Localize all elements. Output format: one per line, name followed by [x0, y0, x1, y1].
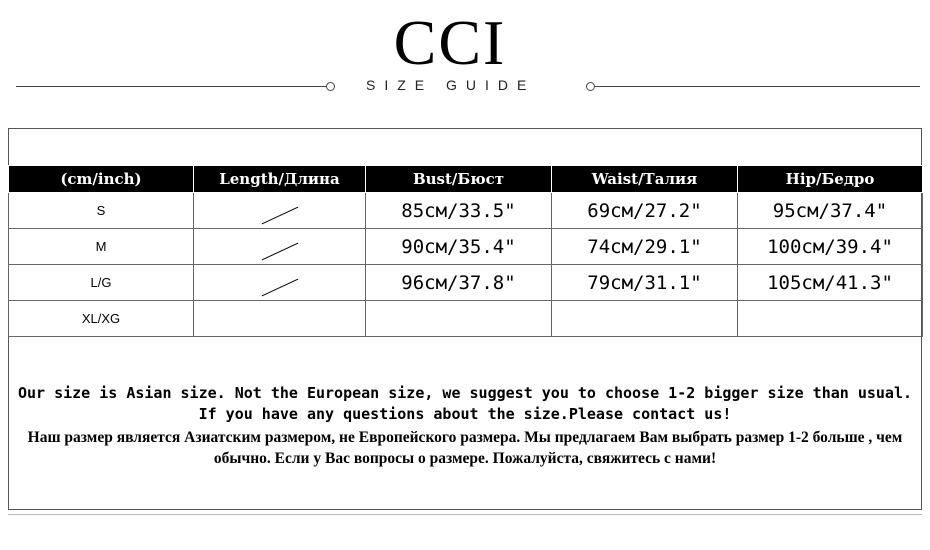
header-waist: Waist/Талия [552, 166, 738, 193]
length-cell [194, 265, 366, 301]
hip-cell [738, 301, 923, 337]
table-row [9, 301, 923, 337]
size-table [8, 165, 923, 337]
header-length: Length/Длина [194, 166, 366, 193]
table-row [9, 265, 923, 301]
hip-cell: 105см/41.3" [738, 265, 923, 301]
waist-cell: 74см/29.1" [552, 229, 738, 265]
header-unit: (cm/inch) [9, 166, 194, 193]
waist-cell [552, 301, 738, 337]
right-divider-dot [586, 82, 595, 91]
size-note-russian: Наш размер является Азиатским размером, не Европейского размера. Мы предлагаем Вам выбрать размер 1-2 больше , чем обычно. Если у Вас вопросы о размере. Пожалуйста, свяжитесь с нами! [27, 429, 903, 467]
table-header-row [9, 166, 923, 193]
left-divider-line [16, 86, 328, 87]
header-hip: Hip/Бедро [738, 166, 923, 193]
size-cell: S [9, 193, 194, 229]
size-cell: XL/XG [9, 301, 194, 337]
size-guide-title: SIZE GUIDE [366, 77, 536, 93]
size-cell: L/G [9, 265, 194, 301]
bust-cell: 96см/37.8" [366, 265, 552, 301]
length-cell [194, 193, 366, 229]
right-divider-line [595, 86, 920, 87]
waist-cell: 69см/27.2" [552, 193, 738, 229]
bottom-divider [8, 514, 922, 515]
hip-cell: 95см/37.4" [738, 193, 923, 229]
header-bust: Bust/Бюст [366, 166, 552, 193]
dash-mark [261, 279, 298, 297]
brand-logo: CCI [393, 7, 507, 78]
bust-cell: 85см/33.5" [366, 193, 552, 229]
dash-mark [261, 243, 298, 261]
bust-cell [366, 301, 552, 337]
length-cell [194, 301, 366, 337]
hip-cell: 100см/39.4" [738, 229, 923, 265]
dash-mark [261, 207, 298, 225]
table-row [9, 193, 923, 229]
table-row [9, 229, 923, 265]
length-cell [194, 229, 366, 265]
size-cell: M [9, 229, 194, 265]
bust-cell: 90см/35.4" [366, 229, 552, 265]
left-divider-dot [326, 82, 335, 91]
waist-cell: 79см/31.1" [552, 265, 738, 301]
size-note-english: Our size is Asian size. Not the European size, we suggest you to choose 1-2 bigger size than usual. If you have any questions about the size.Please contact us! [17, 384, 913, 423]
